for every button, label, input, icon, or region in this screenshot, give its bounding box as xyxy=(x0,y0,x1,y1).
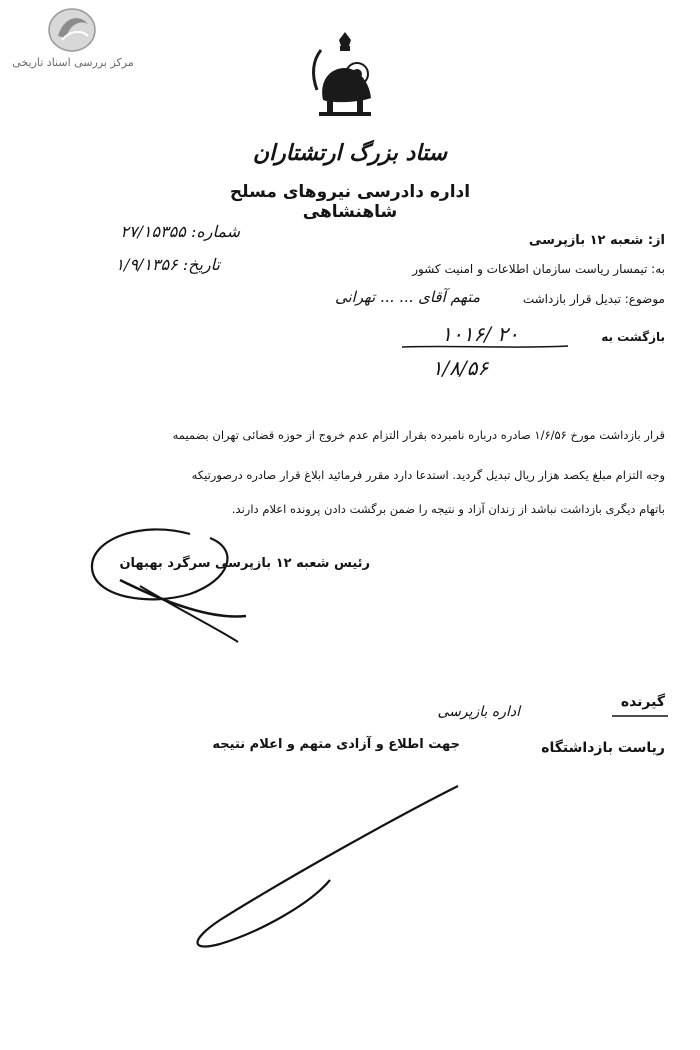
closing-flourish xyxy=(180,780,470,960)
lion-and-sun-emblem-icon xyxy=(305,30,385,120)
signature-mark xyxy=(80,520,270,650)
archive-logo-icon xyxy=(46,6,98,54)
signatory-title: رئیس شعبه ۱۲ بازپرسی سرگرد بهبهان xyxy=(119,556,370,571)
body-line-2: وجه التزام مبلغ یکصد هزار ریال تبدیل گردید. استدعا دارد مقرر فرمائید ابلاغ قرار صادره درصورتیکه xyxy=(191,468,665,482)
recipient-purpose: جهت اطلاع و آزادی متهم و اعلام نتیجه xyxy=(212,737,460,752)
org-title: ستاد بزرگ ارتشتاران xyxy=(252,140,448,166)
body-line-3: باتهام دیگری بازداشت نباشد از زندان آزاد و نتیجه را ضمن برگشت دادن پرونده اعلام دارند. xyxy=(231,502,665,516)
reference-underline xyxy=(400,344,570,350)
from-field: از: شعبه ۱۲ بازپرسی xyxy=(528,233,665,248)
recipient-label: گیرنده xyxy=(620,694,665,710)
recipient-label-underline xyxy=(610,714,670,718)
to-field: به: تیمسار ریاست سازمان اطلاعات و امنیت کشور xyxy=(412,262,665,276)
letter-date: تاریخ: ۱/۹/۱۳۵۶ xyxy=(115,255,220,274)
body-line-1: قرار بازداشت مورخ ۱/۶/۵۶ صادره درباره نامبرده بقرار التزام عدم خروج از حوزه قضائی تهران بضمیمه xyxy=(172,428,665,442)
recipient-name: ریاست بازداشتگاه xyxy=(541,740,665,756)
reference-label: بازگشت به xyxy=(601,330,665,344)
reference-number: ۱۰۱۶/ ۲۰ xyxy=(441,322,519,346)
reference-date: ۱/۸/۵۶ xyxy=(431,356,489,380)
watermark-text: مرکز بررسی اسناد تاریخی xyxy=(12,56,134,69)
department-title: اداره دادرسی نیروهای مسلح شاهنشاهی xyxy=(229,182,471,222)
recipient-hand-note: اداره بازپرسی xyxy=(437,704,520,720)
subject-handwritten: متهم آقای ... ... تهرانی xyxy=(335,288,480,306)
letter-number: شماره: ۲۷/۱۵۳۵۵ xyxy=(120,222,240,241)
archive-watermark xyxy=(6,6,136,68)
subject-field: موضوع: تبدیل قرار بازداشت xyxy=(522,292,665,306)
